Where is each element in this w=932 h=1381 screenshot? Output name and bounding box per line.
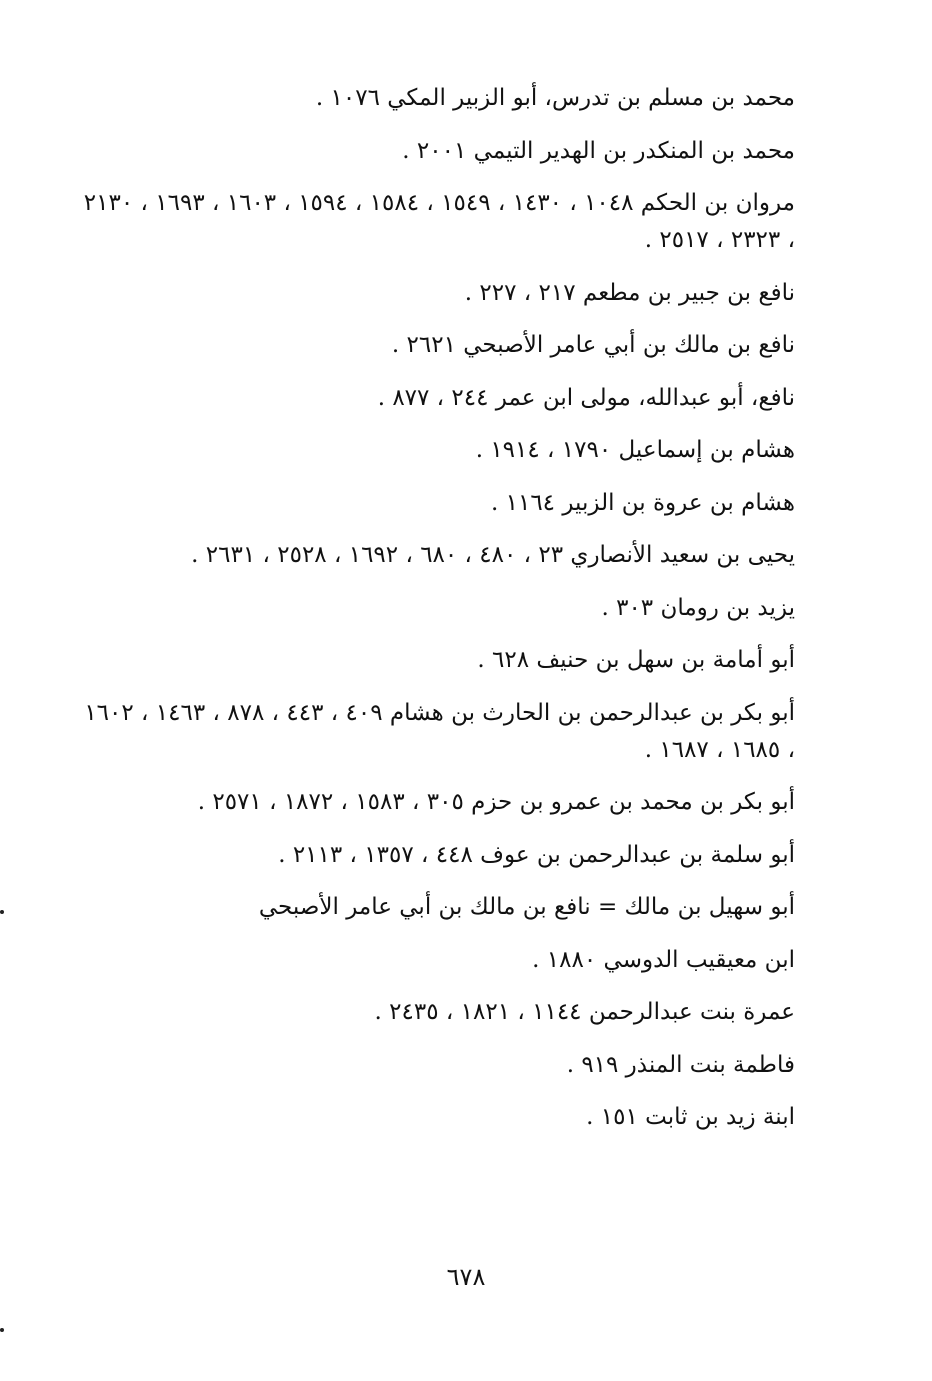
index-entry: مروان بن الحكم ١٠٤٨ ، ١٤٣٠ ، ١٥٤٩ ، ١٥٨٤ ، ١٥٩٤ ، ١٦٠٣ ، ١٦٩٣ ، ٢١٣٠ ، ٢٣٢٣ ، ٢٥١٧ .: [83, 190, 795, 253]
index-entry: أبو أمامة بن سهل بن حنيف ٦٢٨ .: [477, 647, 795, 673]
index-entry: محمد بن المنكدر بن الهدير التيمي ٢٠٠١ .: [402, 137, 795, 164]
index-entry: أبو بكر بن عبدالرحمن بن الحارث بن هشام ٤٠٩ ، ٤٤٣ ، ٨٧٨ ، ١٤٦٣ ، ١٦٠٢ ، ١٦٨٥ ، ١٦٨٧ .: [84, 699, 795, 763]
index-entry: عمرة بنت عبدالرحمن ١١٤٤ ، ١٨٢١ ، ٢٤٣٥ .: [374, 999, 795, 1025]
index-entry: أبو سهيل بن مالك = نافع بن مالك بن أبي عامر الأصبحي: [258, 894, 795, 920]
index-entry: نافع بن مالك بن أبي عامر الأصبحي ٢٦٢١ .: [391, 332, 795, 358]
index-entry: أبو بكر بن محمد بن عمرو بن حزم ٣٠٥ ، ١٥٨٣ ، ١٨٧٢ ، ٢٥٧١ .: [197, 789, 795, 815]
index-entry: ابنة زيد بن ثابت ١٥١ .: [586, 1104, 795, 1130]
scan-speck: [0, 910, 4, 914]
scan-speck: [0, 1328, 4, 1332]
index-entry: نافع، أبو عبدالله، مولى ابن عمر ٢٤٤ ، ٨٧٧ .: [377, 384, 795, 411]
index-entry: نافع بن جبير بن مطعم ٢١٧ ، ٢٢٧ .: [464, 279, 795, 306]
index-entry: فاطمة بنت المنذر ٩١٩ .: [566, 1051, 795, 1078]
index-entry: يزيد بن رومان ٣٠٣ .: [601, 594, 795, 621]
page-number: ٦٧٨: [446, 1263, 486, 1291]
index-entry: أبو سلمة بن عبدالرحمن بن عوف ٤٤٨ ، ١٣٥٧ ، ٢١١٣ .: [278, 841, 795, 868]
index-entry: ابن معيقيب الدوسي ١٨٨٠ .: [532, 946, 795, 973]
index-entry: محمد بن مسلم بن تدرس، أبو الزبير المكي ١٠٧٦ .: [315, 85, 795, 111]
index-entry: هشام بن عروة بن الزبير ١١٦٤ .: [490, 489, 795, 516]
name-index-list: [75, 80, 795, 1152]
index-entry: يحيى بن سعيد الأنصاري ٢٣ ، ٤٨٠ ، ٦٨٠ ، ١٦٩٢ ، ٢٥٢٨ ، ٢٦٣١ .: [191, 542, 795, 568]
index-entry: هشام بن إسماعيل ١٧٩٠ ، ١٩١٤ .: [475, 437, 795, 463]
